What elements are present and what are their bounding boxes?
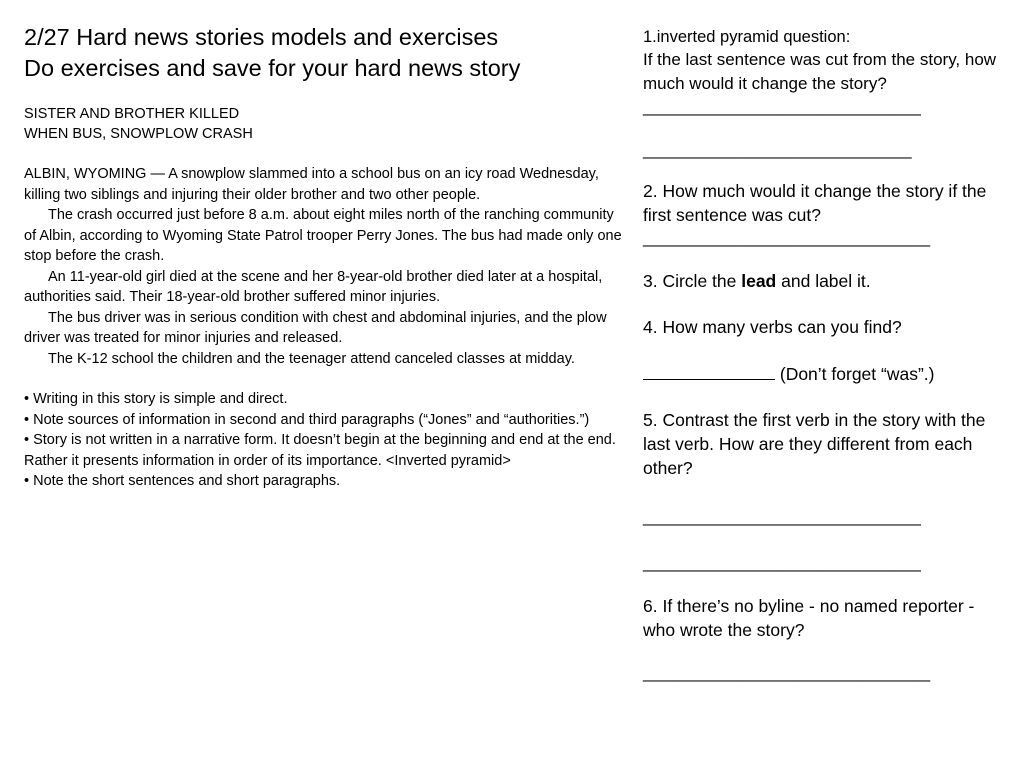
note-item: • Note sources of information in second and third paragraphs (“Jones” and “authorities.”) (24, 411, 590, 428)
question-2: 2. How much would it change the story if the first sentence was cut? (643, 181, 987, 225)
story-headline (24, 104, 624, 144)
story-paragraph-2: The crash occurred just before 8 a.m. about eight miles north of the ranching community of Albin, according to Wyoming State Patrol trooper Perry Jones. The bus had made only one stop before the crash. (24, 207, 622, 264)
answer-blank-6: _______________________________ (643, 663, 930, 682)
headline-line-2: WHEN BUS, SNOWPLOW CRASH (24, 126, 253, 142)
question-3 (643, 269, 1003, 293)
note-item: • Story is not written in a narrative form. It doesn’t begin at the beginning and end at the end. Rather it presents information in order of its importance. <Inverted pyramid> (24, 432, 616, 469)
title-line-1: 2/27 Hard news stories models and exercises (24, 24, 499, 50)
story-paragraph-4: The bus driver was in serious condition with chest and abdominal injuries, and the plow driver was treated for minor injuries and released. (24, 309, 607, 346)
notes-list (24, 389, 624, 492)
answer-blank-4: ______________________________ (643, 507, 921, 526)
answer-blank-3: _______________________________ (643, 228, 930, 247)
answer-blank-2: _____________________________ (643, 140, 912, 159)
answer-blank-1: ______________________________ (643, 97, 921, 116)
answer-blank-5: ______________________________ (643, 553, 921, 572)
headline-line-1: SISTER AND BROTHER KILLED (24, 106, 240, 122)
question-1-text: If the last sentence was cut from the story, how much would it change the story? (643, 50, 997, 93)
question-4: 4. How many verbs can you find? (643, 317, 902, 337)
left-column (24, 22, 624, 492)
question-3-prefix: 3. Circle the (643, 271, 742, 291)
title-line-2: Do exercises and save for your hard news story (24, 55, 521, 81)
question-6: 6. If there’s no byline - no named reporter - who wrote the story? (643, 596, 975, 640)
question-4-hint: (Don’t forget “was”.) (775, 364, 935, 384)
question-3-suffix: and label it. (776, 271, 871, 291)
story-paragraph-5: The K-12 school the children and the teenager attend canceled classes at midday. (48, 350, 575, 367)
question-1-intro: 1.inverted pyramid question: (643, 28, 851, 46)
right-column-questions (643, 26, 1003, 684)
answer-blank-short (643, 361, 775, 380)
story-paragraph-1: ALBIN, WYOMING — A snowplow slammed into a school bus on an icy road Wednesday, killing two siblings and injuring their older brother and two other people. (24, 166, 599, 203)
note-item: • Writing in this story is simple and direct. (24, 391, 288, 407)
question-5: 5. Contrast the first verb in the story with the last verb. How are they different from each other? (643, 410, 986, 478)
story-body (24, 164, 624, 369)
story-paragraph-3: An 11-year-old girl died at the scene and her 8-year-old brother died later at a hospital, authorities said. Their 18-year-old brother suffered minor injuries. (24, 268, 603, 305)
question-4-answer-line (643, 361, 1003, 386)
page-title (24, 22, 624, 84)
note-item: • Note the short sentences and short paragraphs. (24, 473, 341, 489)
question-3-lead-word: lead (741, 271, 777, 291)
